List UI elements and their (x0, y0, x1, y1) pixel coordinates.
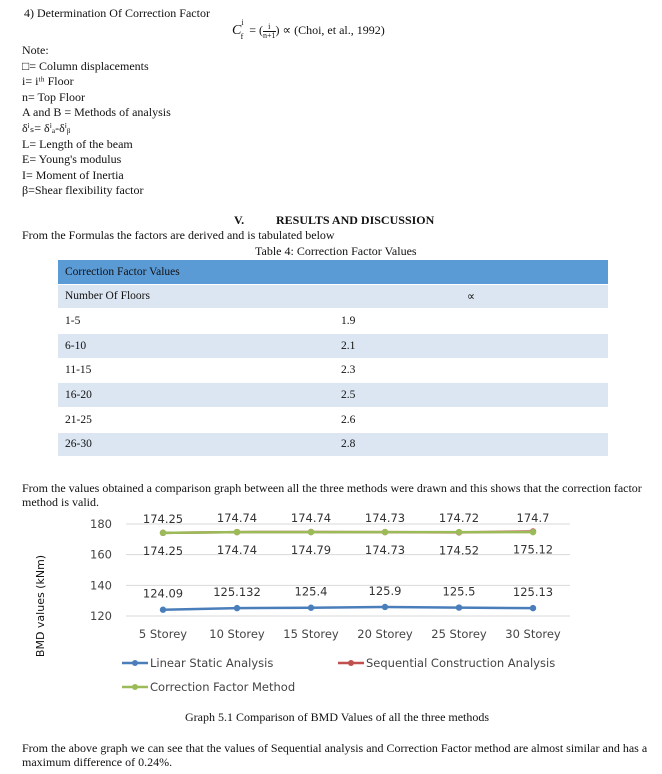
table-cell-value: 2.1 (334, 333, 608, 358)
note-item: I= Moment of Inertia (22, 167, 124, 182)
table-row (58, 333, 608, 358)
legend-label: Correction Factor Method (150, 680, 296, 694)
data-label: 125.4 (294, 584, 328, 599)
table-header-row (58, 284, 608, 309)
table-cell-value: 2.6 (334, 407, 608, 432)
data-point (382, 529, 388, 535)
data-label: 174.79 (290, 542, 332, 557)
note-item: E= Young's modulus (22, 152, 122, 167)
data-point (160, 607, 166, 613)
formula-denominator: n+1 (263, 30, 276, 40)
table-cell-floors: 11-15 (58, 358, 334, 383)
formula-superscript: i (241, 18, 244, 27)
note-item: β=Shear flexibility factor (22, 183, 144, 198)
section-intro: From the Formulas the factors are derived and is tabulated below (22, 228, 335, 242)
data-label: 175.12 (512, 542, 554, 557)
series-line (163, 532, 533, 533)
y-tick-label: 140 (90, 578, 112, 593)
x-tick-label: 20 Storey (357, 627, 413, 641)
data-point (382, 604, 388, 610)
data-point (308, 529, 314, 535)
legend-label: Sequential Construction Analysis (366, 656, 556, 670)
conclusion-line1: From the above graph we can see that the values of Sequential analysis and Correction Factor method are almost similar and has a (22, 741, 648, 755)
legend-marker (132, 684, 138, 690)
table-title-row (58, 260, 608, 284)
table-row (58, 383, 608, 408)
table-cell-floors: 16-20 (58, 383, 334, 408)
correction-factor-formula (232, 18, 385, 42)
formula-symbol: C (232, 23, 242, 38)
data-label: 174.73 (364, 511, 406, 526)
table-cell-floors: 26-30 (58, 432, 334, 457)
data-label: 125.132 (213, 585, 261, 600)
data-label: 174.73 (364, 543, 406, 558)
section-number: V. (234, 213, 245, 227)
correction-factor-table (58, 260, 608, 457)
table-row (58, 432, 608, 457)
table-row (58, 407, 608, 432)
data-point (308, 605, 314, 611)
section-heading: 4) Determination Of Correction Factor (24, 6, 210, 20)
data-label: 174.72 (438, 511, 480, 526)
table-row (58, 358, 608, 383)
legend-label: Linear Static Analysis (150, 656, 274, 670)
data-label: 174.7 (516, 511, 550, 526)
data-point (456, 604, 462, 610)
y-axis-label: BMD values (kNm) (34, 554, 47, 658)
data-label: 174.52 (438, 543, 480, 558)
table-cell-value: 2.8 (334, 432, 608, 457)
bmd-comparison-chart (0, 508, 662, 700)
conclusion-line2: maximum difference of 0.24%. (22, 755, 173, 769)
data-label: 174.74 (216, 511, 258, 526)
note-item: δⁱₛ= δⁱₐ-δⁱᵦ (22, 120, 71, 135)
comparison-paragraph-line1: From the values obtained a comparison graph between all the three methods were drawn and this shows that the correction factor (22, 481, 642, 495)
notes-block (22, 43, 171, 199)
table-cell-floors: 1-5 (58, 309, 334, 334)
table-cell-value: 2.3 (334, 358, 608, 383)
data-label: 125.13 (512, 585, 554, 600)
note-item: L= Length of the beam (22, 136, 133, 151)
data-point (234, 605, 240, 611)
formula-citation: ) ∝ (Choi, et al., 1992) (275, 23, 385, 37)
data-label: 174.25 (142, 543, 184, 558)
table-row (58, 309, 608, 334)
note-item: □= Column displacements (22, 58, 149, 73)
note-item: n= Top Floor (22, 89, 86, 104)
note-item: i= iᵗʰ Floor (22, 74, 74, 89)
data-label: 174.74 (216, 543, 258, 558)
note-item: A and B = Methods of analysis (22, 105, 171, 120)
series-line (163, 607, 533, 610)
section-title: RESULTS AND DISCUSSION (276, 213, 435, 227)
data-point (530, 529, 536, 535)
data-label: 124.09 (142, 586, 184, 601)
data-label: 125.5 (442, 584, 476, 599)
y-tick-label: 160 (90, 547, 112, 562)
col-header-floors: Number Of Floors (58, 284, 334, 309)
formula-equals: = ( (246, 23, 264, 37)
formula-numerator: i (263, 23, 276, 32)
y-tick-label: 120 (90, 609, 112, 623)
data-point (456, 529, 462, 535)
table-cell-value: 1.9 (334, 309, 608, 334)
notes-title: Note: (22, 43, 49, 57)
table-caption: Table 4: Correction Factor Values (255, 244, 417, 258)
formula-subscript: f (240, 32, 244, 42)
x-tick-label: 10 Storey (209, 627, 265, 641)
data-label: 174.74 (290, 511, 332, 526)
x-tick-label: 15 Storey (283, 627, 339, 641)
legend-marker (132, 660, 138, 666)
x-tick-label: 5 Storey (138, 627, 188, 641)
x-tick-label: 30 Storey (505, 627, 561, 641)
data-point (530, 605, 536, 611)
col-header-alpha: ∝ (334, 284, 608, 309)
data-point (160, 530, 166, 536)
x-tick-label: 25 Storey (431, 627, 487, 641)
data-point (234, 529, 240, 535)
table-cell-floors: 21-25 (58, 407, 334, 432)
data-label: 125.9 (368, 583, 402, 598)
comparison-paragraph-line2: method is valid. (22, 495, 99, 509)
data-label: 174.25 (142, 511, 184, 526)
legend-marker (348, 660, 354, 666)
y-tick-label: 180 (90, 517, 112, 531)
table-cell-value: 2.5 (334, 383, 608, 408)
table-cell-floors: 6-10 (58, 333, 334, 358)
graph-caption: Graph 5.1 Comparison of BMD Values of all the three methods (185, 710, 490, 724)
table-title: Correction Factor Values (58, 260, 608, 284)
